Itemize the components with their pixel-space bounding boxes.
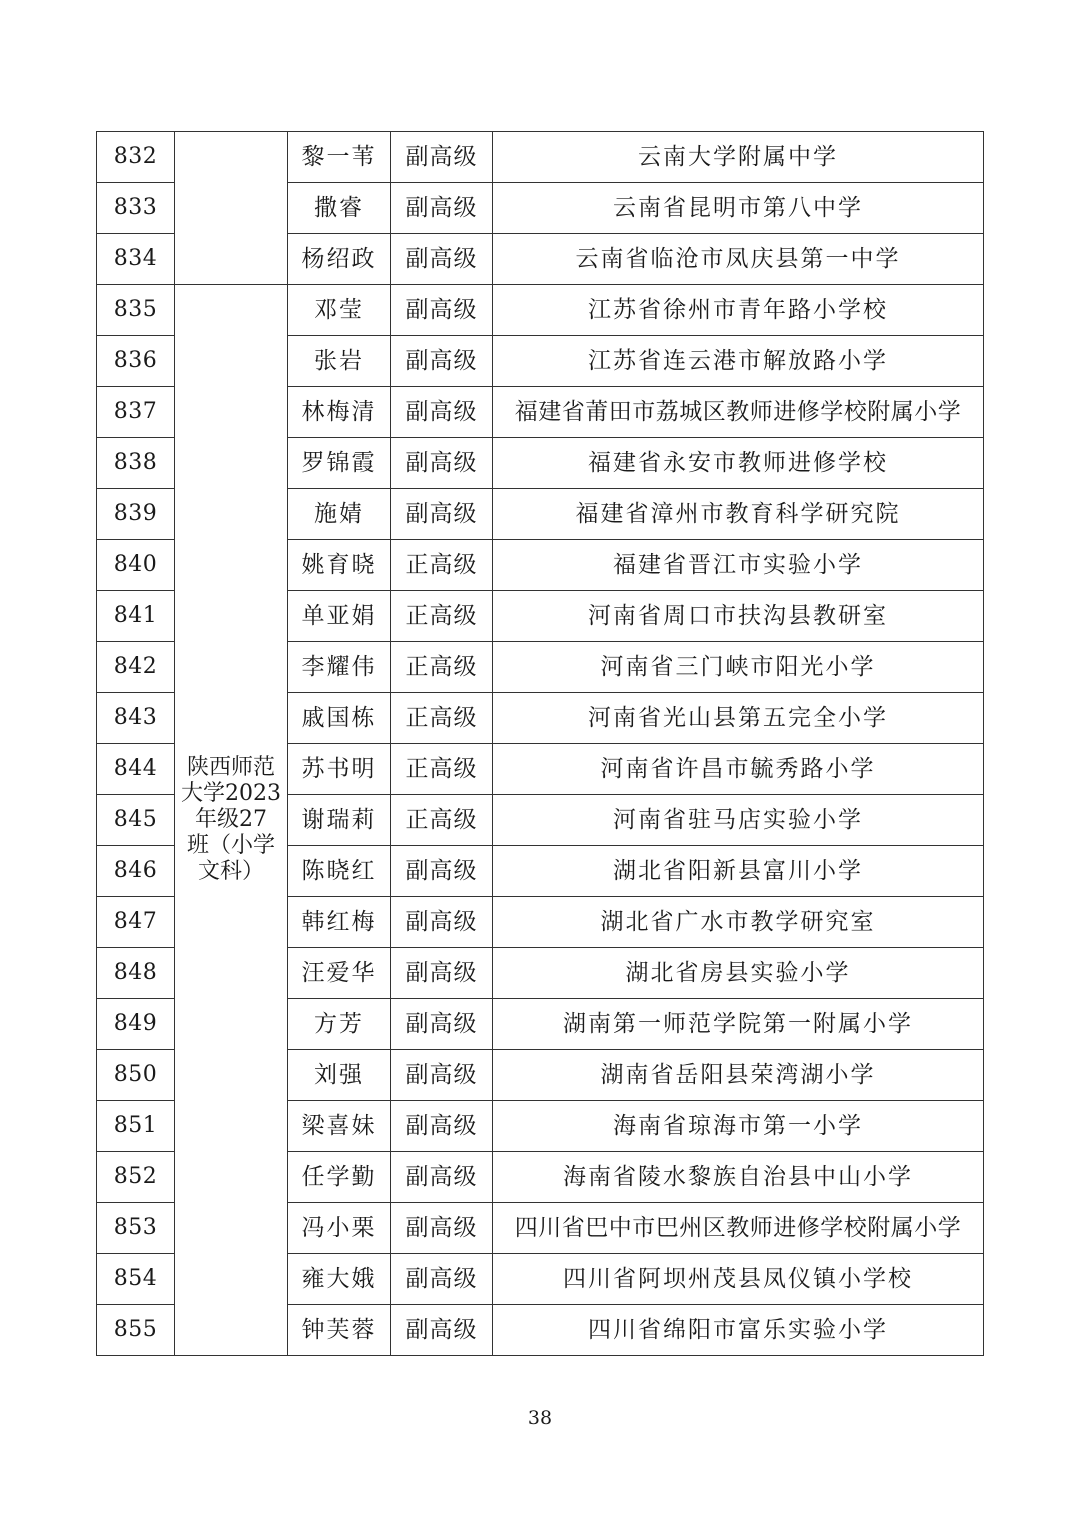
class-line: 陕西师范 [186,755,275,780]
class-cell [175,285,288,1356]
title-cell: 正高级 [391,591,493,642]
serial-number-cell: 839 [97,489,175,540]
table-row [97,285,984,336]
title-cell: 副高级 [391,132,493,183]
serial-number-cell: 844 [97,744,175,795]
unit-cell: 云南大学附属中学 [493,132,984,183]
serial-number-cell: 842 [97,642,175,693]
name-cell: 黎一苇 [288,132,391,183]
serial-number-cell: 853 [97,1203,175,1254]
serial-number-cell: 840 [97,540,175,591]
name-cell: 冯小栗 [288,1203,391,1254]
title-cell: 副高级 [391,234,493,285]
name-cell: 林梅清 [288,387,391,438]
class-line: 年级27 [195,807,267,832]
title-cell: 正高级 [391,642,493,693]
unit-cell: 云南省临沧市凤庆县第一中学 [493,234,984,285]
unit-cell: 海南省陵水黎族自治县中山小学 [493,1152,984,1203]
unit-cell: 湖南省岳阳县荣湾湖小学 [493,1050,984,1101]
serial-number-cell: 846 [97,846,175,897]
unit-cell: 云南省昆明市第八中学 [493,183,984,234]
name-cell: 杨绍政 [288,234,391,285]
title-cell: 副高级 [391,948,493,999]
title-cell: 副高级 [391,999,493,1050]
title-cell: 副高级 [391,489,493,540]
name-cell: 韩红梅 [288,897,391,948]
unit-cell: 江苏省徐州市青年路小学校 [493,285,984,336]
unit-cell: 海南省琼海市第一小学 [493,1101,984,1152]
roster-table [96,131,984,1356]
name-cell: 戚国栋 [288,693,391,744]
name-cell: 任学勤 [288,1152,391,1203]
unit-cell: 四川省绵阳市富乐实验小学 [493,1305,984,1356]
class-cell-continued [175,132,288,285]
serial-number-cell: 849 [97,999,175,1050]
serial-number-cell: 843 [97,693,175,744]
title-cell: 正高级 [391,693,493,744]
serial-number-cell: 835 [97,285,175,336]
unit-cell: 福建省晋江市实验小学 [493,540,984,591]
class-line: 大学2023 [181,781,281,806]
name-cell: 汪爱华 [288,948,391,999]
roster-body [97,132,984,1356]
class-line: 班（小学 [186,833,275,858]
unit-cell: 福建省漳州市教育科学研究院 [493,489,984,540]
title-cell: 正高级 [391,540,493,591]
title-cell: 副高级 [391,1254,493,1305]
name-cell: 刘强 [288,1050,391,1101]
title-cell: 副高级 [391,183,493,234]
name-cell: 邓莹 [288,285,391,336]
unit-cell: 河南省周口市扶沟县教研室 [493,591,984,642]
unit-cell: 江苏省连云港市解放路小学 [493,336,984,387]
title-cell: 副高级 [391,336,493,387]
name-cell: 单亚娟 [288,591,391,642]
unit-cell: 湖南第一师范学院第一附属小学 [493,999,984,1050]
name-cell: 姚育晓 [288,540,391,591]
name-cell: 谢瑞莉 [288,795,391,846]
unit-cell: 福建省莆田市荔城区教师进修学校附属小学 [493,387,984,438]
name-cell: 梁喜妹 [288,1101,391,1152]
title-cell: 副高级 [391,1305,493,1356]
title-cell: 副高级 [391,1101,493,1152]
name-cell: 陈晓红 [288,846,391,897]
unit-cell: 四川省阿坝州茂县凤仪镇小学校 [493,1254,984,1305]
title-cell: 副高级 [391,897,493,948]
name-cell: 方芳 [288,999,391,1050]
unit-cell: 湖北省房县实验小学 [493,948,984,999]
title-cell: 正高级 [391,744,493,795]
unit-cell: 河南省许昌市毓秀路小学 [493,744,984,795]
serial-number-cell: 854 [97,1254,175,1305]
serial-number-cell: 848 [97,948,175,999]
name-cell: 罗锦霞 [288,438,391,489]
serial-number-cell: 836 [97,336,175,387]
unit-cell: 河南省光山县第五完全小学 [493,693,984,744]
unit-cell: 湖北省广水市教学研究室 [493,897,984,948]
title-cell: 副高级 [391,387,493,438]
class-line: 文科） [197,859,264,884]
unit-cell: 湖北省阳新县富川小学 [493,846,984,897]
serial-number-cell: 845 [97,795,175,846]
serial-number-cell: 850 [97,1050,175,1101]
title-cell: 副高级 [391,1050,493,1101]
title-cell: 副高级 [391,846,493,897]
name-cell: 苏书明 [288,744,391,795]
unit-cell: 河南省驻马店实验小学 [493,795,984,846]
title-cell: 副高级 [391,285,493,336]
table-row [97,132,984,183]
serial-number-cell: 837 [97,387,175,438]
serial-number-cell: 841 [97,591,175,642]
unit-cell: 福建省永安市教师进修学校 [493,438,984,489]
serial-number-cell: 852 [97,1152,175,1203]
unit-cell: 四川省巴中市巴州区教师进修学校附属小学 [493,1203,984,1254]
name-cell: 张岩 [288,336,391,387]
serial-number-cell: 855 [97,1305,175,1356]
title-cell: 正高级 [391,795,493,846]
name-cell: 施婧 [288,489,391,540]
serial-number-cell: 851 [97,1101,175,1152]
unit-cell: 河南省三门峡市阳光小学 [493,642,984,693]
page-number: 38 [527,1407,553,1429]
title-cell: 副高级 [391,1203,493,1254]
serial-number-cell: 838 [97,438,175,489]
name-cell: 雍大娥 [288,1254,391,1305]
title-cell: 副高级 [391,438,493,489]
serial-number-cell: 832 [97,132,175,183]
serial-number-cell: 847 [97,897,175,948]
name-cell: 李耀伟 [288,642,391,693]
name-cell: 撒睿 [288,183,391,234]
serial-number-cell: 833 [97,183,175,234]
name-cell: 钟芙蓉 [288,1305,391,1356]
serial-number-cell: 834 [97,234,175,285]
title-cell: 副高级 [391,1152,493,1203]
